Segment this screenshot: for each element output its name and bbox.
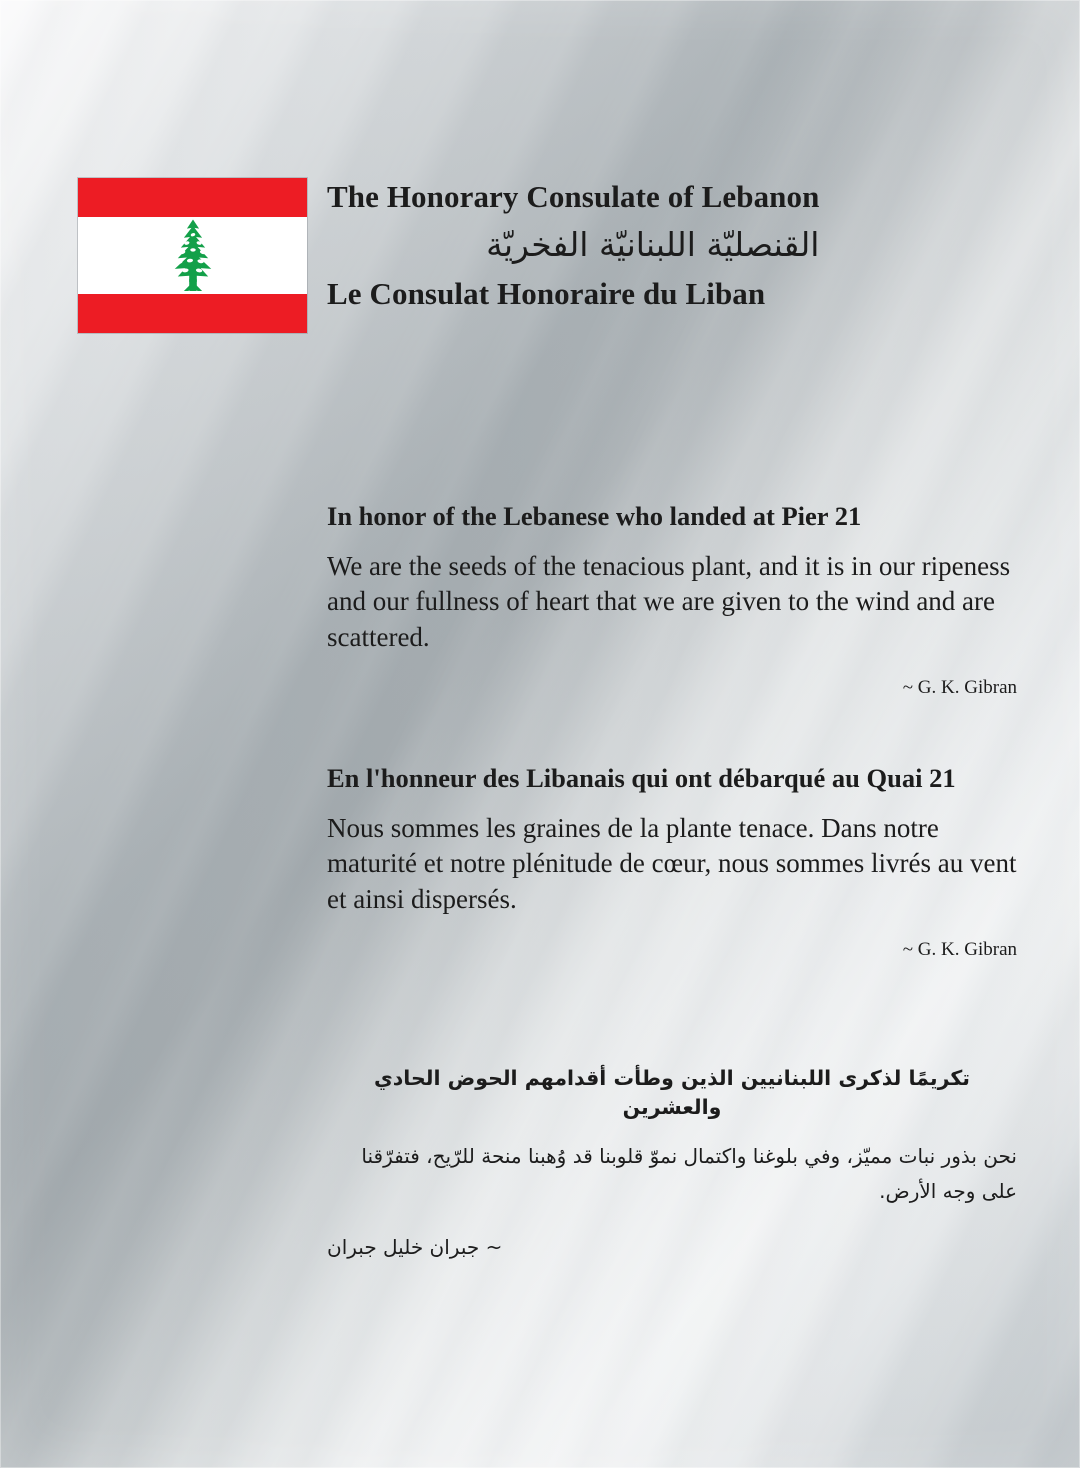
section-french [327,762,1017,980]
french-heading: En l'honneur des Libanais qui ont débarqué au Quai 21 [327,763,956,793]
flag-red-band-top [78,178,307,217]
section-arabic [327,1064,1017,1279]
header-titles [327,178,819,311]
arabic-body: نحن بذور نبات مميّز، وفي بلوغنا واكتمال نموّ قلوبنا قد وُهبنا منحة للرّيح، فتفرّقنا على وجه الأرض. [361,1144,1017,1204]
arabic-heading: تكريمًا لذكرى اللبنانيين الذين وطأت أقدامهم الحوض الحادي والعشرين [374,1066,970,1119]
plaque-header [78,178,819,333]
arabic-attribution: ~ جبران خليل جبران [327,1235,503,1260]
header-title-french: Le Consulat Honoraire du Liban [327,276,766,312]
english-attribution: ~ G. K. Gibran [902,677,1017,699]
header-title-english: The Honorary Consulate of Lebanon [327,179,820,214]
cedar-tree-icon [154,218,232,294]
header-title-arabic: القنصليّة اللبنانيّة الفخريّة [486,225,820,265]
french-body: Nous sommes les graines de la plante tenace. Dans notre maturité et notre plénitude de cœur, nous sommes livrés au vent et ainsi dispersés. [327,812,1017,914]
english-body: We are the seeds of the tenacious plant, and it is in our ripeness and our fullness of heart that we are given to the wind and are scattered. [327,550,1011,652]
section-english [327,500,1017,718]
flag-red-band-bottom [78,294,307,333]
english-heading: In honor of the Lebanese who landed at Pier 21 [327,501,862,531]
french-attribution: ~ G. K. Gibran [902,939,1017,961]
lebanon-flag-icon [78,178,307,333]
